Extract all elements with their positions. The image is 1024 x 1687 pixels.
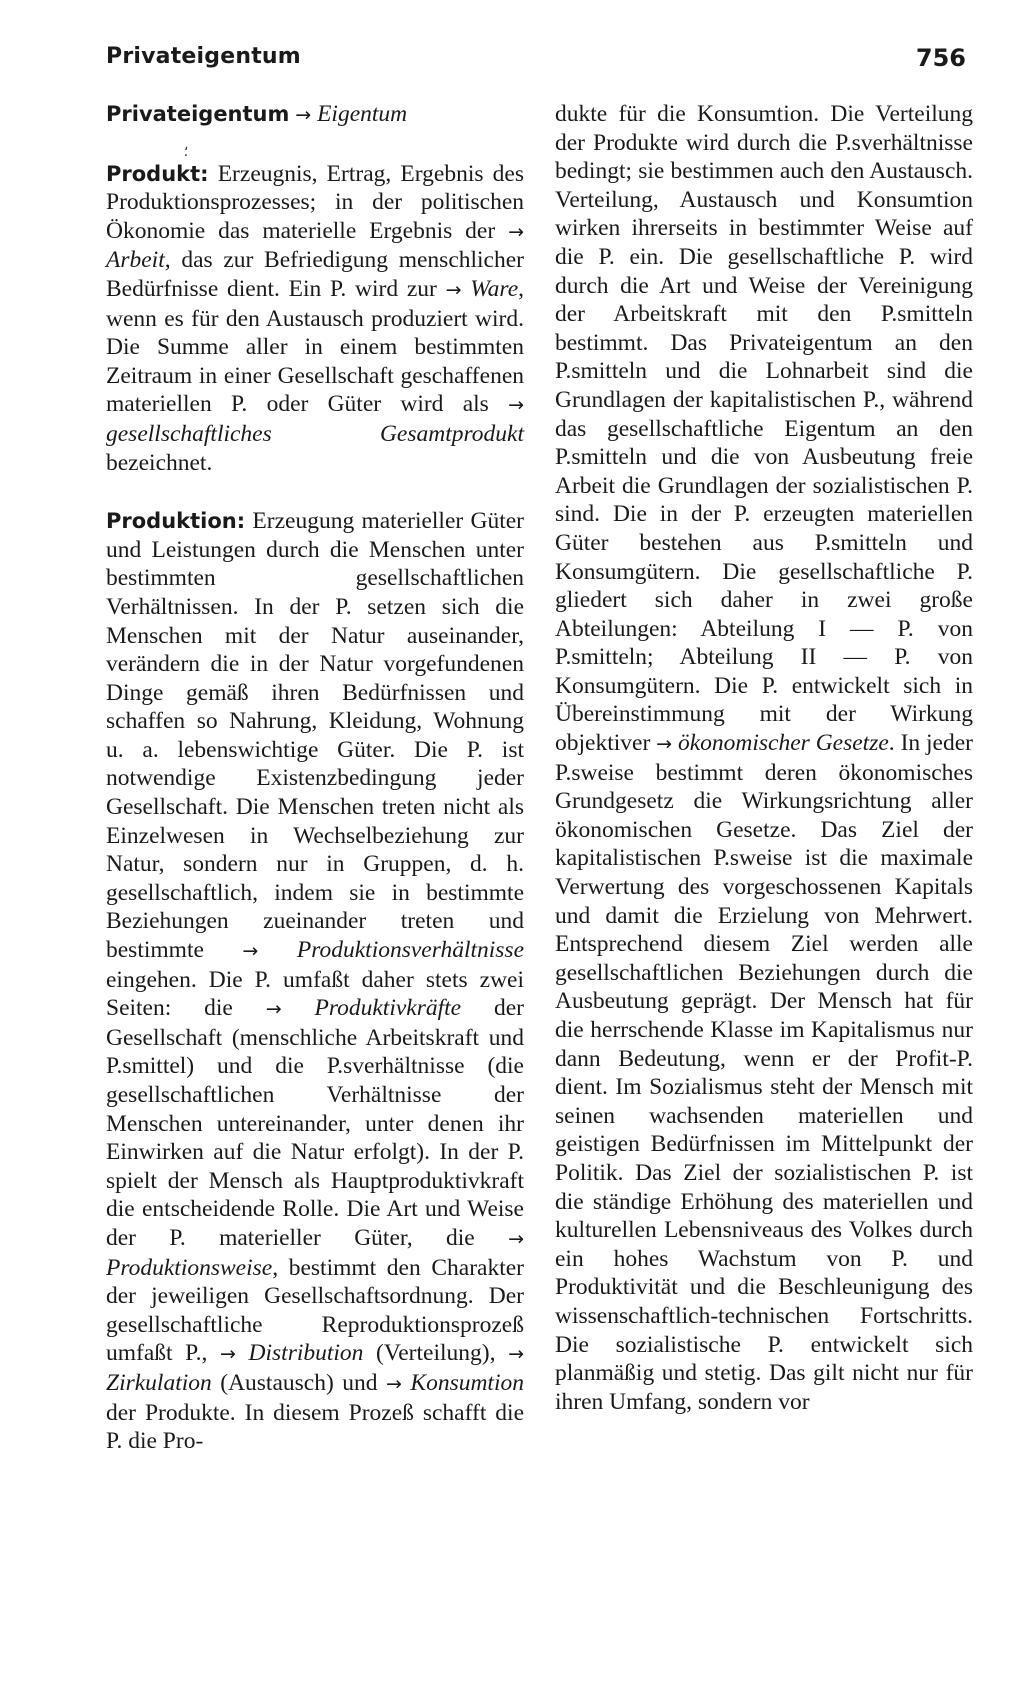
- cross-reference-arrow-icon: →: [656, 733, 673, 756]
- entry-produktion: [106, 507, 524, 1456]
- cross-reference-produktionsweise: Produktionsweise: [106, 1254, 273, 1281]
- entry-privateigentum: [106, 100, 524, 130]
- lemma-privateigentum: Privateigentum: [106, 102, 290, 126]
- cross-reference-zirkulation: Zirkulation: [106, 1369, 212, 1396]
- left-column: [106, 100, 524, 1456]
- running-head: Privateigentum: [106, 44, 301, 69]
- cross-reference-arrow-icon: →: [265, 998, 282, 1021]
- cross-reference-konsumtion: Konsumtion: [401, 1369, 524, 1396]
- cross-reference-arbeit: Arbeit: [106, 247, 165, 274]
- cross-reference-oekonomische-gesetze: ökonomischer Gesetze: [672, 730, 889, 757]
- entry-text: Erzeugung materieller Güter und Leistungen durch die Menschen unter bestimmten gesellschaftlichen Verhältnissen. In der P. setzen sich die Menschen mit der Natur auseinander, verändern die in der Natur vorgefundenen Dinge gemäß ihren Bedürfnissen und schaffen so Nahrung, Kleidung, Wohnung u. a. lebenswichtige Güter. Die P. ist notwendige Existenzbedingung jeder Gesellschaft. Die Menschen treten nicht als Einzelwesen in Wechselbeziehung zur Natur, sondern nur in Gruppen, d. h. gesellschaftlich, indem sie in bestimmte Beziehungen zueinander treten und bestimmte: [106, 508, 524, 964]
- entry-produktion-continued: [555, 100, 973, 1416]
- cross-reference-arrow-icon: →: [508, 220, 524, 243]
- cross-reference-gesamtprodukt: gesellschaftliches Gesamtprodukt: [106, 420, 524, 447]
- entry-text: , bestimmt den Charakter der jeweiligen Gesellschaftsordnung. Der gesellschaftliche Reproduktionsprozeß umfaßt P.,: [106, 1254, 524, 1367]
- entry-text: (Verteilung),: [363, 1340, 509, 1367]
- cross-reference-arrow-icon: →: [508, 394, 524, 417]
- lemma-produktion: Produktion:: [106, 509, 246, 534]
- entry-text: Erzeugnis, Ertrag, Ergebnis des Produktionsprozesses; in der politischen Ökonomie das materielle Ergebnis der: [106, 160, 524, 244]
- cross-reference-produktionsverhaeltnisse: Produktionsverhältnisse: [258, 937, 525, 964]
- right-column: [555, 100, 973, 1416]
- entry-text: der Gesellschaft (menschliche Arbeitskraft und P.smittel) und die P.sverhältnisse (die gesellschaftlichen Verhältnisse der Menschen untereinander, unter denen ihr Einwirken auf die Natur erfolgt). In der P. spielt der Mensch als Hauptproduktivkraft die entscheidende Rolle. Die Art und Weise der P. materieller Güter, die: [106, 995, 524, 1251]
- cross-reference-distribution: Distribution: [235, 1340, 364, 1367]
- cross-reference-arrow-icon: →: [445, 278, 462, 301]
- entry-text: (Austausch) und: [211, 1369, 386, 1396]
- cross-reference-arrow-icon: →: [508, 1343, 524, 1366]
- cross-reference-arrow-icon: →: [220, 1343, 236, 1366]
- entry-text: , das zur Befriedigung menschlicher Bedürfnisse dient. Ein P. wird zur: [106, 247, 524, 302]
- page-number: 756: [915, 44, 966, 72]
- cross-reference-ware: Ware: [461, 275, 519, 302]
- entry-text: , wenn es für den Austausch produziert wird. Die Summe aller in einem bestimmten Zeitraum in einer Gesellschaft geschaffenen materiellen P. oder Güter wird als: [106, 275, 524, 418]
- entry-text: der Produkte. In diesem Prozeß schafft die P. die Pro-: [106, 1399, 524, 1455]
- cross-reference-arrow-icon: →: [295, 104, 312, 126]
- entry-text: dukte für die Konsumtion. Die Verteilung der Produkte wird durch die P.sverhältnisse bedingt; sie bestimmen auch den Austausch. Verteilung, Austausch und Konsumtion wirken ihrerseits in bestimmter Weise auf die P. ein. Die gesellschaftliche P. wird durch die Art und Weise der Vereinigung der Arbeitskraft mit den P.smitteln bestimmt. Das Privateigentum an den P.smitteln und die Lohnarbeit sind die Grundlagen der kapitalistischen P., während das gesellschaftliche Eigentum an den P.smitteln und die von Ausbeutung freie Arbeit die Grundlagen der sozialistischen P. sind. Die in der P. erzeugten materiellen Güter bestehen aus P.smitteln und Konsumgütern. Die gesellschaftliche P. gliedert sich daher in zwei große Abteilungen: Abteilung I — P. von P.smitteln; Abteilung II — P. von Konsumgütern. Die P. entwickelt sich in Übereinstimmung mit der Wirkung objektiver: [555, 101, 973, 757]
- lemma-produkt: Produkt:: [106, 161, 209, 186]
- cross-reference-produktivkraefte: Produktivkräfte: [281, 995, 462, 1022]
- cross-reference-arrow-icon: →: [242, 940, 259, 963]
- entry-text: bezeichnet.: [106, 449, 213, 476]
- cross-reference-arrow-icon: →: [508, 1227, 524, 1250]
- entry-text: . In jeder P.sweise bestimmt deren ökonomisches Grundgesetz die Wirkungsrichtung aller ökonomischen Gesetze. Das Ziel der kapitalistischen P.sweise ist die maximale Verwertung des vorgeschossenen Kapitals und damit die Erzielung von Mehrwert. Entsprechend diesem Ziel werden alle gesellschaftlichen Beziehungen durch die Ausbeutung geprägt. Der Mensch hat für die herrschende Klasse im Kapitalismus nur dann Bedeutung, wenn er der Profit-P. dient. Im Sozialismus steht der Mensch mit seinen wachsenden materiellen und geistigen Bedürfnissen im Mittelpunkt der Politik. Das Ziel der sozialistischen P. ist die ständige Erhöhung des materiellen und kulturellen Lebensniveaus des Volkes durch ein hohes Wachstum von P. und Produktivität und die Beschleunigung des wissenschaftlich-technischen Fortschritts. Die sozialistische P. entwickelt sich planmäßig und stetig. Das gilt nicht nur für ihren Umfang, sondern vor: [555, 730, 973, 1415]
- entry-produkt: [106, 160, 524, 478]
- cross-reference-eigentum: Eigentum: [317, 101, 408, 127]
- cross-reference-arrow-icon: →: [386, 1372, 402, 1395]
- print-mark: ⸵: [184, 145, 188, 160]
- entry-text: eingehen. Die P. umfaßt daher stets zwei Seiten: die: [106, 966, 524, 1022]
